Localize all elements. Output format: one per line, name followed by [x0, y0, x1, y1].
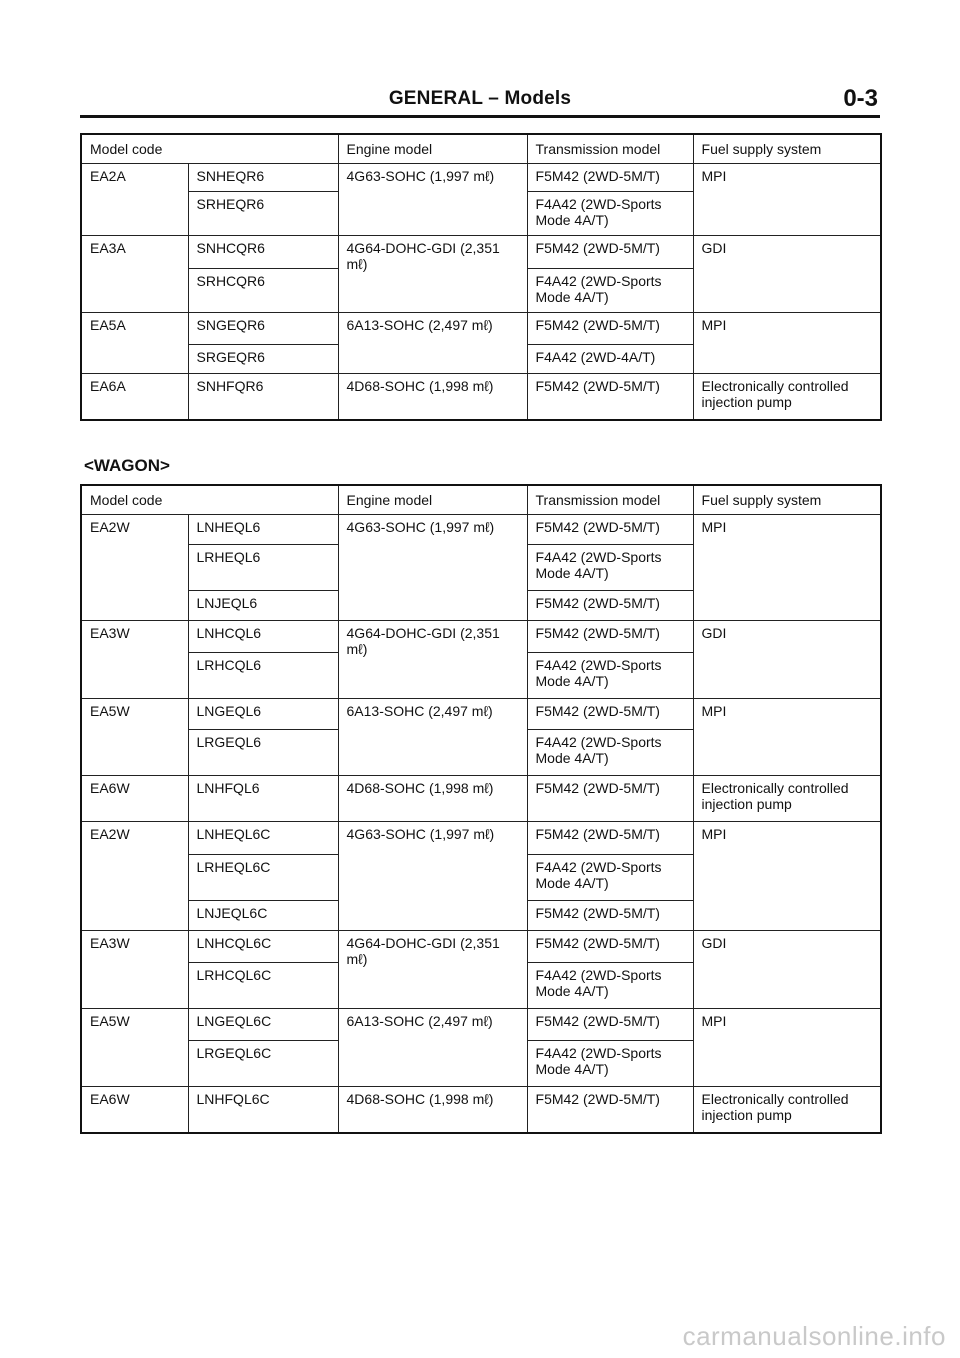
- model-code: EA2W: [81, 515, 188, 621]
- engine-model: 4D68-SOHC (1,998 mℓ): [338, 776, 527, 822]
- table-row: [81, 374, 881, 420]
- table-row: [81, 236, 881, 269]
- fuel-supply: MPI: [693, 515, 881, 621]
- fuel-supply: Electronically controlled injection pump: [693, 776, 881, 822]
- page-number: 0-3: [843, 85, 878, 112]
- fuel-supply: Electronically controlled injection pump: [693, 1087, 881, 1133]
- fuel-supply: Electronically controlled injection pump: [693, 374, 881, 420]
- model-variant: SRHCQR6: [188, 269, 338, 313]
- engine-model: 4G64-DOHC-GDI (2,351 mℓ): [338, 236, 527, 313]
- fuel-supply: MPI: [693, 822, 881, 931]
- model-code: EA3A: [81, 236, 188, 313]
- model-code: EA5W: [81, 699, 188, 776]
- header-engine-model: Engine model: [338, 134, 527, 164]
- table-row: [81, 515, 881, 545]
- transmission-model: F5M42 (2WD-5M/T): [527, 901, 693, 931]
- transmission-model: F5M42 (2WD-5M/T): [527, 374, 693, 420]
- engine-model: 4G63-SOHC (1,997 mℓ): [338, 515, 527, 621]
- transmission-model: F4A42 (2WD-Sports Mode 4A/T): [527, 963, 693, 1009]
- model-variant: LRHCQL6: [188, 653, 338, 699]
- transmission-model: F5M42 (2WD-5M/T): [527, 236, 693, 269]
- model-variant: LRGEQL6C: [188, 1041, 338, 1087]
- model-code: EA3W: [81, 621, 188, 699]
- model-variant: LNGEQL6: [188, 699, 338, 730]
- table-row: [81, 1087, 881, 1133]
- footer-watermark: carmanualsonline.info: [682, 1321, 946, 1351]
- transmission-model: F5M42 (2WD-5M/T): [527, 1087, 693, 1133]
- model-code: EA6A: [81, 374, 188, 420]
- model-variant: LRHCQL6C: [188, 963, 338, 1009]
- model-variant: SRHEQR6: [188, 192, 338, 236]
- table-row: [81, 1009, 881, 1041]
- transmission-model: F4A42 (2WD-Sports Mode 4A/T): [527, 545, 693, 591]
- table-row: [81, 776, 881, 822]
- model-variant: LNJEQL6C: [188, 901, 338, 931]
- header-engine-model: Engine model: [338, 485, 527, 515]
- model-variant: LNHFQL6: [188, 776, 338, 822]
- transmission-model: F5M42 (2WD-5M/T): [527, 931, 693, 963]
- transmission-model: F5M42 (2WD-5M/T): [527, 776, 693, 822]
- model-variant: LRHEQL6C: [188, 855, 338, 901]
- fuel-supply: MPI: [693, 313, 881, 374]
- engine-model: 6A13-SOHC (2,497 mℓ): [338, 699, 527, 776]
- model-code: EA5W: [81, 1009, 188, 1087]
- transmission-model: F5M42 (2WD-5M/T): [527, 164, 693, 192]
- model-code: EA6W: [81, 776, 188, 822]
- header-transmission-model: Transmission model: [527, 134, 693, 164]
- model-variant: LNHEQL6C: [188, 822, 338, 855]
- engine-model: 6A13-SOHC (2,497 mℓ): [338, 1009, 527, 1087]
- model-variant: LNHFQL6C: [188, 1087, 338, 1133]
- model-variant: LNGEQL6C: [188, 1009, 338, 1041]
- header-model-code: Model code: [81, 134, 338, 164]
- fuel-supply: GDI: [693, 236, 881, 313]
- model-variant: SNHEQR6: [188, 164, 338, 192]
- wagon-models-table: [80, 484, 882, 1134]
- engine-model: 4G63-SOHC (1,997 mℓ): [338, 164, 527, 236]
- model-variant: LRGEQL6: [188, 730, 338, 776]
- model-variant: SNGEQR6: [188, 313, 338, 345]
- fuel-supply: MPI: [693, 699, 881, 776]
- engine-model: 4G64-DOHC-GDI (2,351 mℓ): [338, 931, 527, 1009]
- table-row: [81, 164, 881, 192]
- fuel-supply: GDI: [693, 621, 881, 699]
- model-variant: LNHEQL6: [188, 515, 338, 545]
- table-row: [81, 931, 881, 963]
- header-transmission-model: Transmission model: [527, 485, 693, 515]
- page-header: [80, 84, 880, 118]
- transmission-model: F4A42 (2WD-Sports Mode 4A/T): [527, 192, 693, 236]
- header-fuel-supply: Fuel supply system: [693, 134, 881, 164]
- table-row: [81, 699, 881, 730]
- transmission-model: F5M42 (2WD-5M/T): [527, 699, 693, 730]
- model-code: EA3W: [81, 931, 188, 1009]
- transmission-model: F5M42 (2WD-5M/T): [527, 822, 693, 855]
- model-variant: LRHEQL6: [188, 545, 338, 591]
- model-variant: LNJEQL6: [188, 591, 338, 621]
- table-header-row: [81, 134, 881, 164]
- page-title: GENERAL – Models: [388, 88, 572, 109]
- transmission-model: F5M42 (2WD-5M/T): [527, 515, 693, 545]
- transmission-model: F5M42 (2WD-5M/T): [527, 591, 693, 621]
- transmission-model: F5M42 (2WD-5M/T): [527, 313, 693, 345]
- model-variant: SNHCQR6: [188, 236, 338, 269]
- transmission-model: F4A42 (2WD-Sports Mode 4A/T): [527, 653, 693, 699]
- transmission-model: F5M42 (2WD-5M/T): [527, 621, 693, 653]
- table-row: [81, 621, 881, 653]
- engine-model: 4D68-SOHC (1,998 mℓ): [338, 1087, 527, 1133]
- model-variant: SRGEQR6: [188, 345, 338, 374]
- transmission-model: F4A42 (2WD-Sports Mode 4A/T): [527, 855, 693, 901]
- model-code: EA2A: [81, 164, 188, 236]
- transmission-model: F4A42 (2WD-Sports Mode 4A/T): [527, 730, 693, 776]
- transmission-model: F4A42 (2WD-Sports Mode 4A/T): [527, 1041, 693, 1087]
- header-fuel-supply: Fuel supply system: [693, 485, 881, 515]
- model-code: EA2W: [81, 822, 188, 931]
- engine-model: 6A13-SOHC (2,497 mℓ): [338, 313, 527, 374]
- fuel-supply: MPI: [693, 164, 881, 236]
- header-model-code: Model code: [81, 485, 338, 515]
- model-variant: LNHCQL6C: [188, 931, 338, 963]
- models-table: [80, 133, 882, 421]
- header-rule: [80, 115, 880, 118]
- model-code: EA5A: [81, 313, 188, 374]
- model-variant: LNHCQL6: [188, 621, 338, 653]
- model-code: EA6W: [81, 1087, 188, 1133]
- transmission-model: F4A42 (2WD-4A/T): [527, 345, 693, 374]
- transmission-model: F4A42 (2WD-Sports Mode 4A/T): [527, 269, 693, 313]
- model-variant: SNHFQR6: [188, 374, 338, 420]
- transmission-model: F5M42 (2WD-5M/T): [527, 1009, 693, 1041]
- fuel-supply: GDI: [693, 931, 881, 1009]
- engine-model: 4D68-SOHC (1,998 mℓ): [338, 374, 527, 420]
- table-row: [81, 313, 881, 345]
- fuel-supply: MPI: [693, 1009, 881, 1087]
- table-header-row: [81, 485, 881, 515]
- engine-model: 4G64-DOHC-GDI (2,351 mℓ): [338, 621, 527, 699]
- wagon-section-label: <WAGON>: [84, 456, 170, 475]
- engine-model: 4G63-SOHC (1,997 mℓ): [338, 822, 527, 931]
- table-row: [81, 822, 881, 855]
